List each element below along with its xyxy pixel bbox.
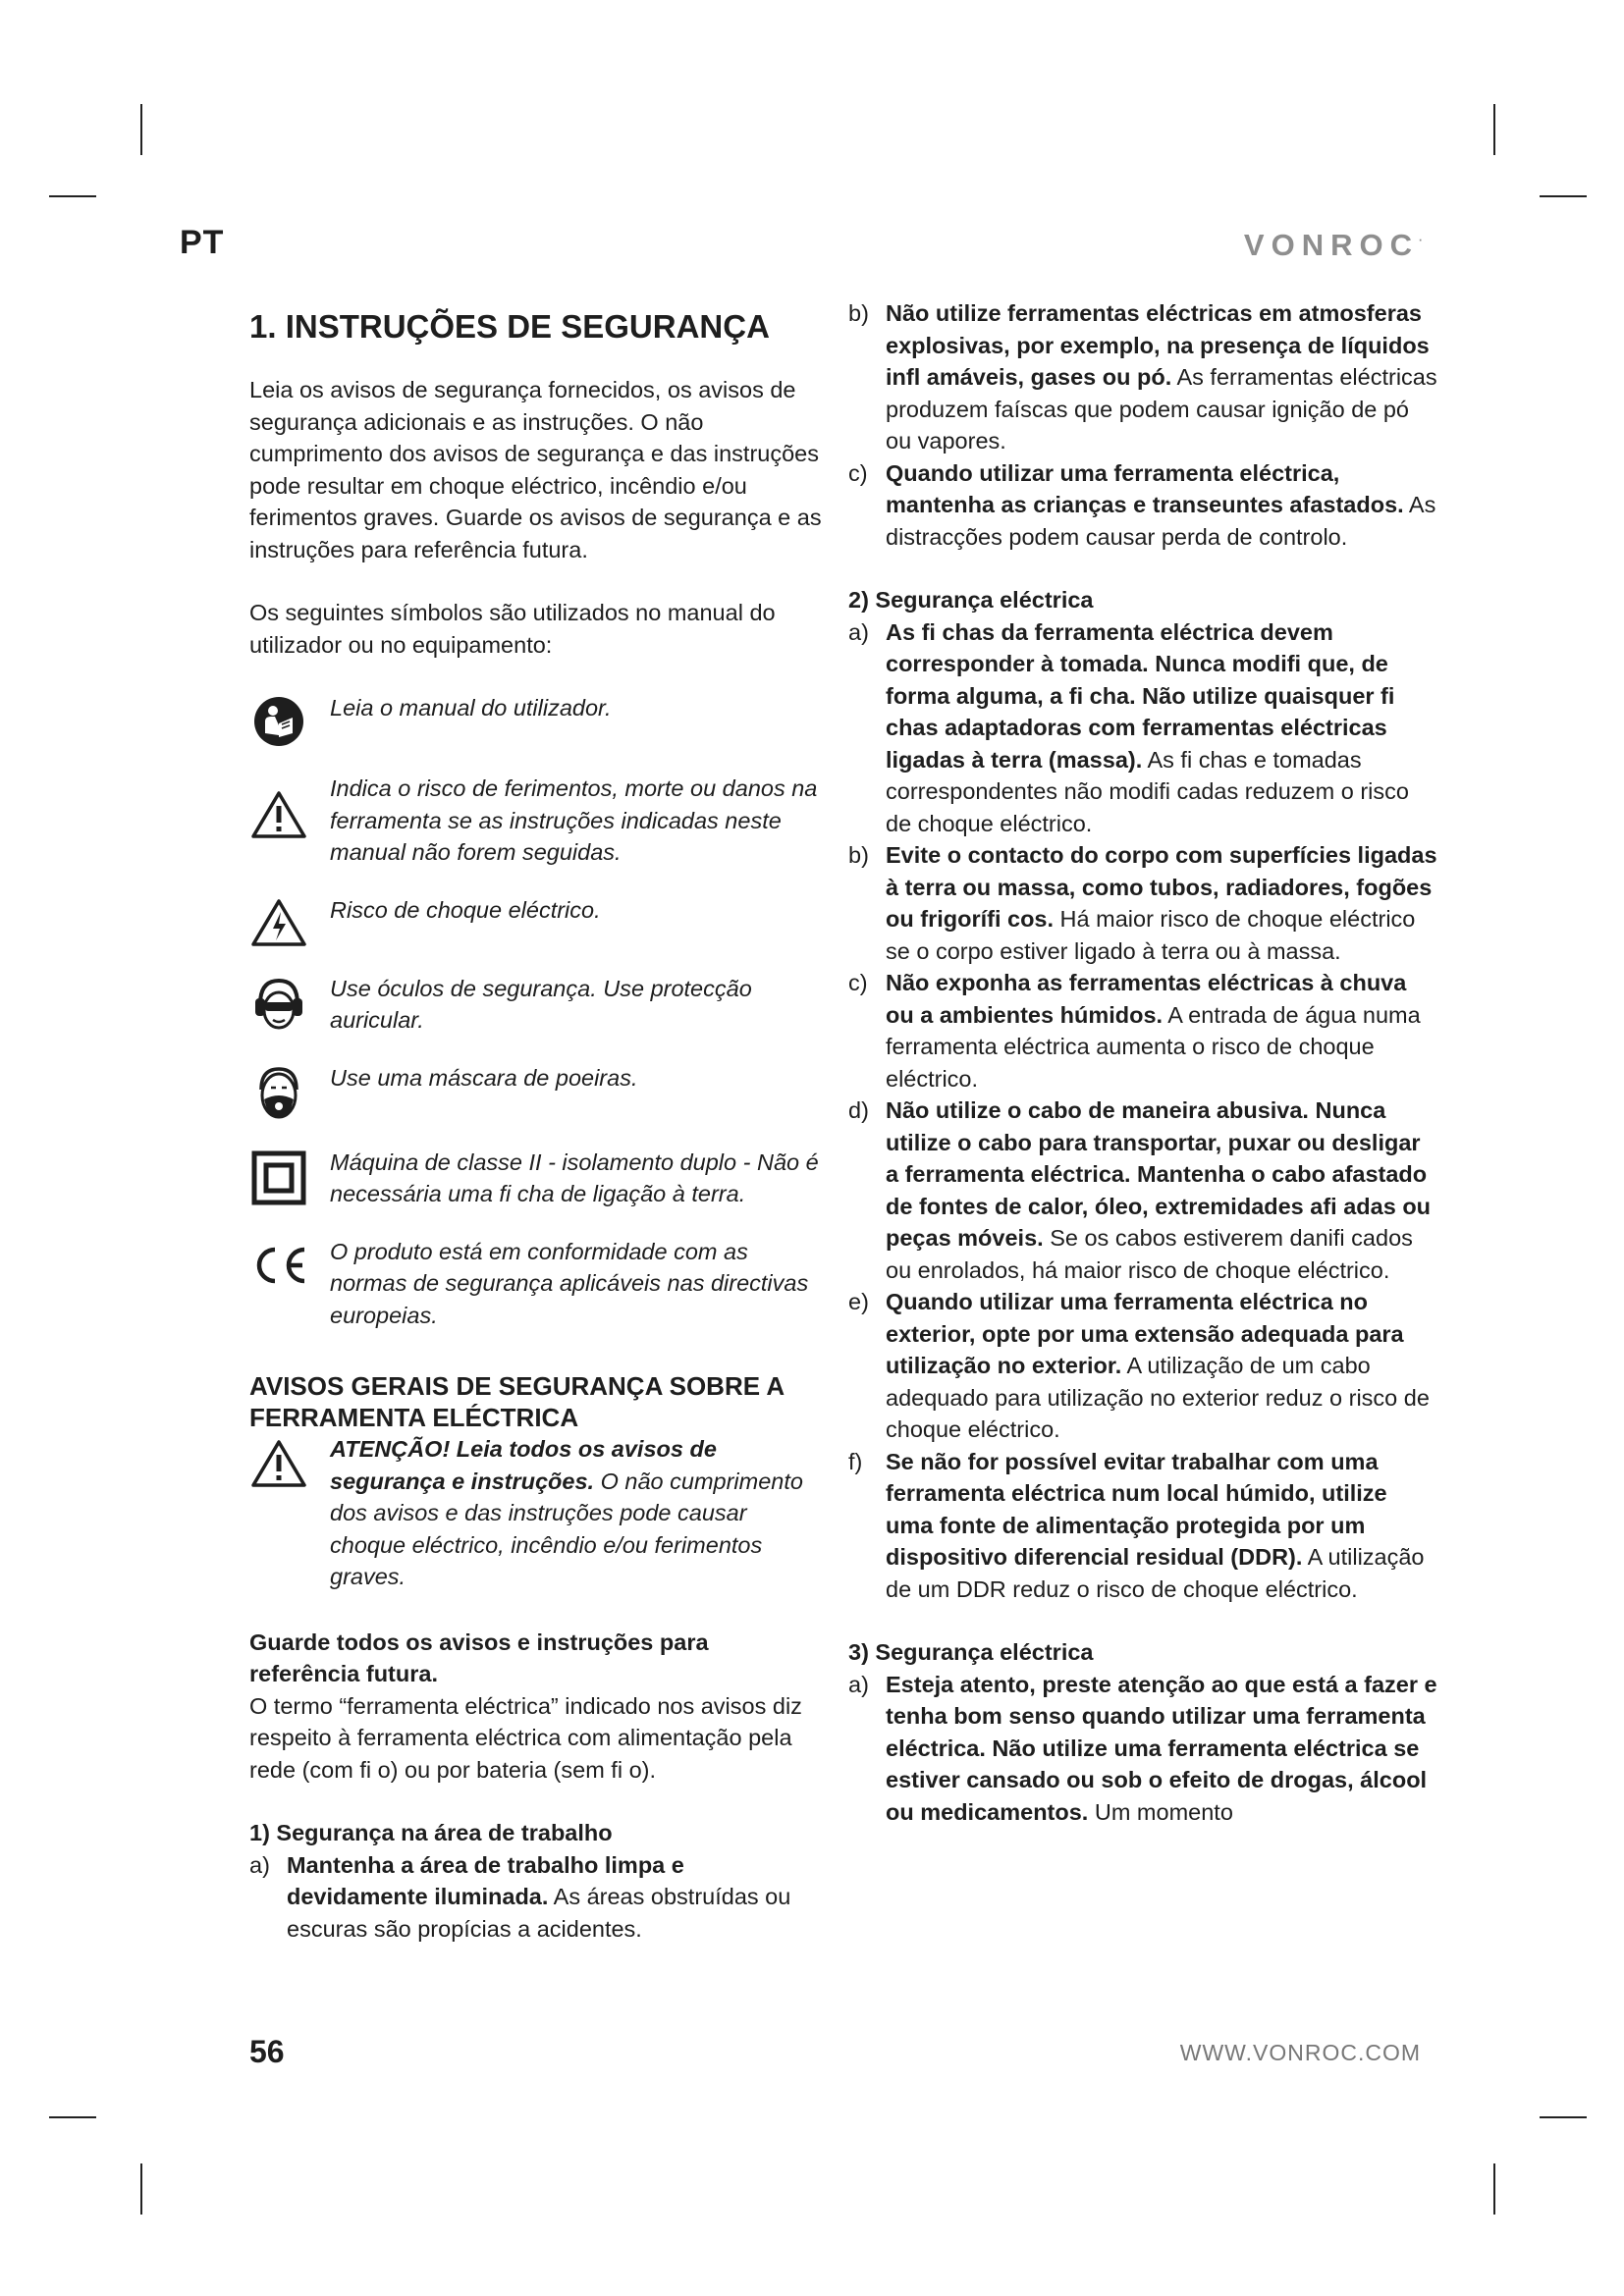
class-ii-icon [251, 1150, 306, 1205]
goggles-earmuffs-icon [252, 977, 305, 1032]
symbol-row [249, 973, 825, 1037]
dust-mask-icon [254, 1066, 303, 1121]
symbols-intro: Os seguintes símbolos são utilizados no manual do utilizador ou no equipamento: [249, 600, 776, 658]
item-bold: Não utilize o cabo de maneira abusiva. Nunca utilize o cabo para transportar, puxar ou desligar a ferramenta eléctrica. Mantenha o cabo afastado de fontes de calor, óleo, extremidades afi adas ou peças móveis. [886, 1097, 1432, 1251]
item-text: Se os cabos estiverem danifi cados ou enrolados, há maior risco de choque eléctrico. [886, 1225, 1413, 1283]
item-text: As ferramentas eléctricas produzem faíscas que podem causar ignição de pó ou vapores. [886, 364, 1437, 454]
attention-bold: ATENÇÃO! Leia todos os avisos de segurança e instruções. [330, 1436, 717, 1494]
list-item [848, 1669, 1437, 1829]
page-title: 1. INSTRUÇÕES DE SEGURANÇA [249, 308, 770, 345]
item-text: Há maior risco de choque eléctrico se o corpo estiver ligado à terra ou à massa. [886, 906, 1416, 964]
symbol-row [249, 1236, 825, 1332]
item-letter: b) [848, 300, 869, 326]
symbol-row [249, 1147, 825, 1210]
symbol-row [249, 894, 825, 947]
list-item [848, 839, 1437, 967]
list-item [848, 1446, 1437, 1606]
page-number: 56 [249, 2034, 285, 2069]
item-body [886, 616, 1437, 840]
keep-instructions: Guarde todos os avisos e instruções para referência futura. [249, 1629, 709, 1686]
item-bold: Se não for possível evitar trabalhar com uma ferramenta eléctrica num local húmido, utilize uma fonte de alimentação protegida por um dispositivo diferencial residual (DDR). [886, 1448, 1387, 1570]
symbol-label: O produto está em conformidade com as normas de segurança aplicáveis nas directivas europeias. [330, 1238, 809, 1328]
item-text: As fi chas e tomadas correspondentes não modifi cadas reduzem o risco de choque eléctrico. [886, 746, 1409, 836]
crop-mark [1493, 2163, 1495, 2215]
item-letter: c) [848, 459, 868, 486]
item-bold: Quando utilizar uma ferramenta eléctrica, mantenha as crianças e transeuntes afastados. [886, 459, 1404, 517]
item-letter: c) [848, 970, 868, 995]
symbol-row [249, 773, 825, 869]
section-1-title: 1) Segurança na área de trabalho [249, 1820, 613, 1845]
item-body [886, 297, 1437, 457]
language-code: PT [180, 224, 225, 261]
symbol-row [249, 692, 825, 747]
website-url: WWW.VONROC.COM [1179, 2040, 1421, 2065]
list-item [249, 1849, 825, 1946]
list-item [848, 967, 1437, 1095]
item-body [886, 967, 1437, 1095]
item-text: A entrada de água numa ferramenta eléctrica aumenta o risco de choque eléctrico. [886, 1001, 1421, 1092]
item-text: A utilização de um cabo adequado para utilização no exterior reduz o risco de choque eléctrico. [886, 1353, 1430, 1442]
item-bold: Quando utilizar uma ferramenta eléctrica no exterior, opte por uma extensão adequada para utilização no exterior. [886, 1289, 1404, 1378]
item-bold: Mantenha a área de trabalho limpa e devidamente iluminada. [287, 1851, 684, 1909]
item-body [886, 457, 1437, 554]
item-letter: f) [848, 1448, 863, 1474]
attention-block [249, 1433, 825, 1593]
crop-mark [1540, 2116, 1587, 2118]
item-body [287, 1849, 825, 1946]
section-3-title: 3) Segurança eléctrica [848, 1639, 1094, 1665]
item-bold: Não utilize ferramentas eléctricas em atmosferas explosivas, por exemplo, na presença de líquidos infl amáveis, gases ou pó. [886, 300, 1430, 390]
brand-mark: · [1419, 233, 1423, 247]
item-text: As distracções podem causar perda de controlo. [886, 492, 1436, 550]
item-bold: Não exponha as ferramentas eléctricas à chuva ou a ambientes húmidos. [886, 970, 1407, 1028]
symbol-label: Use uma máscara de poeiras. [330, 1064, 638, 1091]
brand-logo [1244, 228, 1423, 263]
item-bold: As fi chas da ferramenta eléctrica devem corresponder à tomada. Nunca modifi que, de forma alguma, a fi cha. Não utilize quaisquer fi chas adaptadoras com ferramentas eléctricas ligadas à terra (massa). [886, 618, 1395, 773]
right-column [848, 297, 1437, 1828]
item-letter: d) [848, 1097, 869, 1123]
item-body [886, 839, 1437, 967]
section-2-title: 2) Segurança eléctrica [848, 587, 1094, 613]
item-text: A utilização de um DDR reduz o risco de choque eléctrico. [886, 1544, 1425, 1602]
list-item [848, 616, 1437, 840]
general-warnings-title: AVISOS GERAIS DE SEGURANÇA SOBRE A FERRAMENTA ELÉCTRICA [249, 1371, 785, 1432]
symbol-label: Máquina de classe II - isolamento duplo - Não é necessária uma fi cha de ligação à terra. [330, 1148, 819, 1206]
crop-mark [1493, 104, 1495, 155]
power-tool-definition: O termo “ferramenta eléctrica” indicado nos avisos diz respeito à ferramenta eléctrica com alimentação pela rede (com fi o) ou por bateria (sem fi o). [249, 1692, 802, 1783]
read-manual-icon [253, 696, 304, 747]
electric-shock-icon [251, 898, 306, 947]
symbol-label: Use óculos de segurança. Use protecção auricular. [330, 975, 752, 1033]
symbol-row [249, 1062, 825, 1121]
item-body [886, 1095, 1437, 1286]
list-item [848, 297, 1437, 457]
list-item [848, 1286, 1437, 1446]
item-letter: b) [848, 842, 869, 868]
crop-mark [1540, 195, 1587, 197]
item-body [886, 1669, 1437, 1829]
item-text: As áreas obstruídas ou escuras são propícias a acidentes. [287, 1884, 791, 1942]
symbol-label: Indica o risco de ferimentos, morte ou danos na ferramenta se as instruções indicadas neste manual não forem seguidas. [330, 775, 818, 865]
item-body [886, 1446, 1437, 1606]
attention-text [330, 1433, 825, 1593]
item-letter: a) [848, 618, 869, 645]
attention-body: O não cumprimento dos avisos e das instruções pode causar choque eléctrico, incêndio e/ou ferimentos graves. [330, 1468, 803, 1589]
symbol-label: Leia o manual do utilizador. [330, 695, 612, 721]
item-letter: a) [249, 1851, 270, 1878]
left-column [249, 297, 825, 1945]
item-letter: e) [848, 1289, 869, 1314]
item-body [886, 1286, 1437, 1446]
crop-mark [140, 104, 142, 155]
symbol-label: Risco de choque eléctrico. [330, 896, 601, 923]
list-item [848, 1095, 1437, 1286]
brand-name: VONROC [1243, 228, 1419, 262]
intro-paragraph: Leia os avisos de segurança fornecidos, os avisos de segurança adicionais e as instruções. O não cumprimento dos avisos de segurança e das instruções pode resultar em choque eléctrico, incêndio e/ou ferimentos graves. Guarde os avisos de segurança e as instruções para referência futura. [249, 377, 822, 562]
crop-mark [49, 195, 96, 197]
list-item [848, 457, 1437, 554]
warning-triangle-icon [251, 790, 306, 839]
crop-mark [49, 2116, 96, 2118]
item-bold: Evite o contacto do corpo com superfícies ligadas à terra ou massa, como tubos, radiadores, fogões ou frigorífi cos. [886, 842, 1437, 932]
item-text: Um momento [1088, 1798, 1233, 1825]
crop-mark [140, 2163, 142, 2215]
warning-triangle-icon [251, 1439, 306, 1488]
ce-mark-icon [249, 1246, 308, 1285]
item-bold: Esteja atento, preste atenção ao que está a fazer e tenha bom senso quando utilizar uma ferramenta eléctrica. Não utilize uma ferramenta eléctrica se estiver cansado ou sob o efeito de drogas, álcool ou medicamentos. [886, 1671, 1437, 1825]
item-letter: a) [848, 1671, 869, 1697]
